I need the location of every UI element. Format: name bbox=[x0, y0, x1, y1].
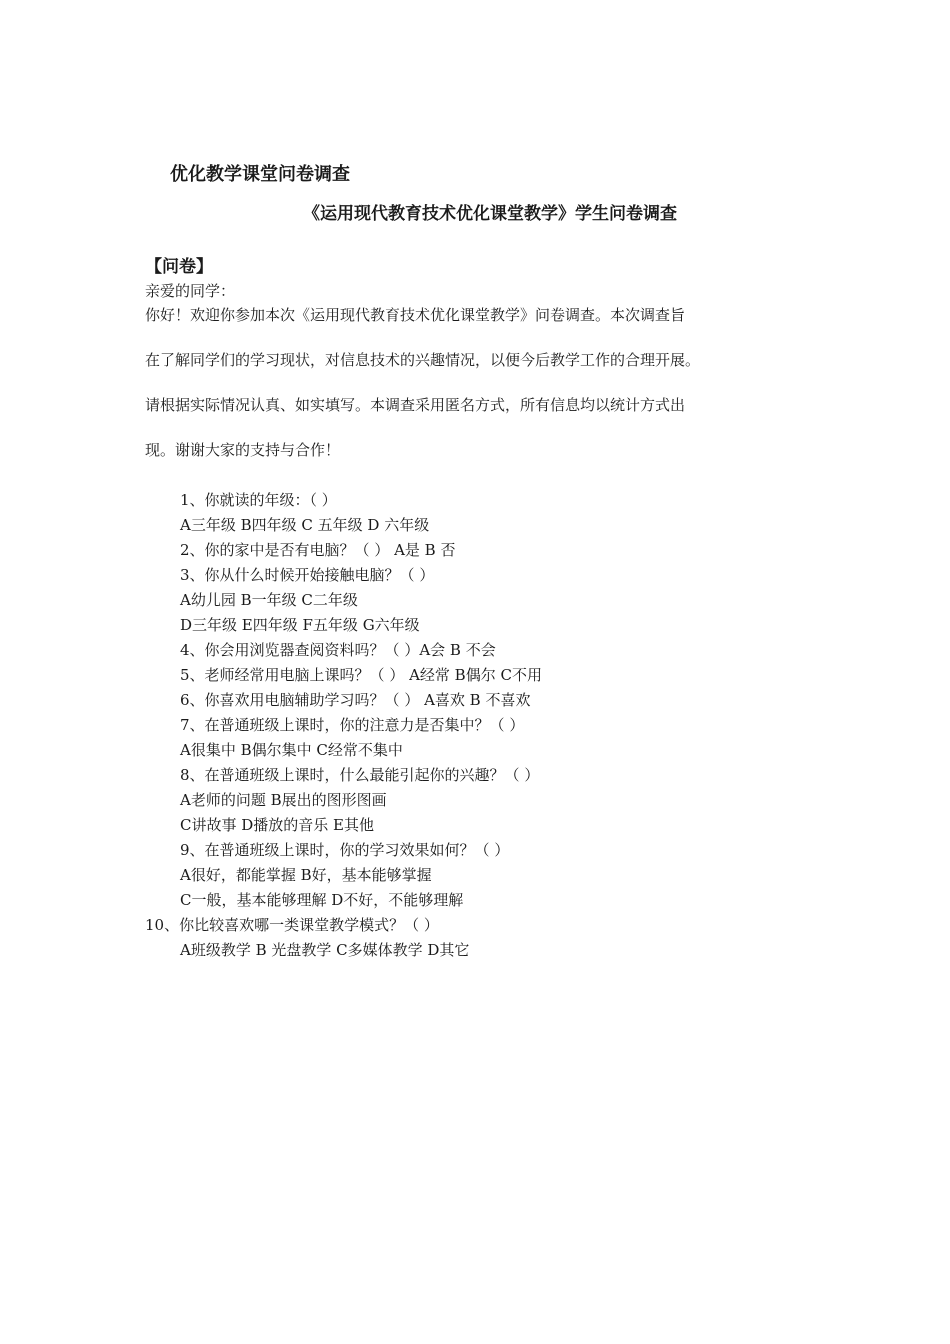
intro-line: 你好！欢迎你参加本次《运用现代教育技术优化课堂教学》问卷调查。本次调查旨 bbox=[145, 306, 686, 324]
question-line: 5、老师经常用电脑上课吗？（ ） A经常 B偶尔 C不用 bbox=[180, 666, 542, 684]
answer-options: C一般，基本能够理解 D不好，不能够理解 bbox=[180, 891, 464, 909]
question-line: 7、在普通班级上课时，你的注意力是否集中？（ ） bbox=[180, 716, 525, 734]
answer-options: A老师的问题 B展出的图形图画 bbox=[180, 791, 387, 809]
answer-options: A幼儿园 B一年级 C二年级 bbox=[180, 591, 358, 609]
answer-options: A班级教学 B 光盘教学 C多媒体教学 D其它 bbox=[180, 941, 470, 959]
answer-options: A很好，都能掌握 B好，基本能够掌握 bbox=[180, 866, 432, 884]
greeting: 亲爱的同学： bbox=[145, 282, 236, 300]
question-line: 6、你喜欢用电脑辅助学习吗？（ ） A喜欢 B 不喜欢 bbox=[180, 691, 531, 709]
document-subtitle: 《运用现代教育技术优化课堂教学》学生问卷调查 bbox=[303, 204, 677, 224]
question-line: 4、你会用浏览器查阅资料吗？（ ）A会 B 不会 bbox=[180, 641, 496, 659]
question-line: 8、在普通班级上课时，什么最能引起你的兴趣？（ ） bbox=[180, 766, 540, 784]
answer-options: A很集中 B偶尔集中 C经常不集中 bbox=[180, 741, 403, 759]
intro-line: 在了解同学们的学习现状，对信息技术的兴趣情况，以便今后教学工作的合理开展。 bbox=[145, 351, 701, 369]
document-title: 优化教学课堂问卷调查 bbox=[170, 164, 350, 185]
section-heading: 【问卷】 bbox=[145, 257, 213, 277]
question-line: 2、你的家中是否有电脑？（ ） A是 B 否 bbox=[180, 541, 456, 559]
answer-options: D三年级 E四年级 F五年级 G六年级 bbox=[180, 616, 420, 634]
question-line: 1、你就读的年级：（ ） bbox=[180, 491, 337, 509]
answer-options: C讲故事 D播放的音乐 E其他 bbox=[180, 816, 374, 834]
intro-line: 现。谢谢大家的支持与合作！ bbox=[145, 441, 341, 459]
intro-line: 请根据实际情况认真、如实填写。本调查采用匿名方式，所有信息均以统计方式出 bbox=[145, 396, 686, 414]
question-line: 3、你从什么时候开始接触电脑？（ ） bbox=[180, 566, 435, 584]
answer-options: A三年级 B四年级 C 五年级 D 六年级 bbox=[180, 516, 430, 534]
question-line: 9、在普通班级上课时，你的学习效果如何？（ ） bbox=[180, 841, 510, 859]
question-line: 10、你比较喜欢哪一类课堂教学模式？（ ） bbox=[145, 916, 439, 934]
